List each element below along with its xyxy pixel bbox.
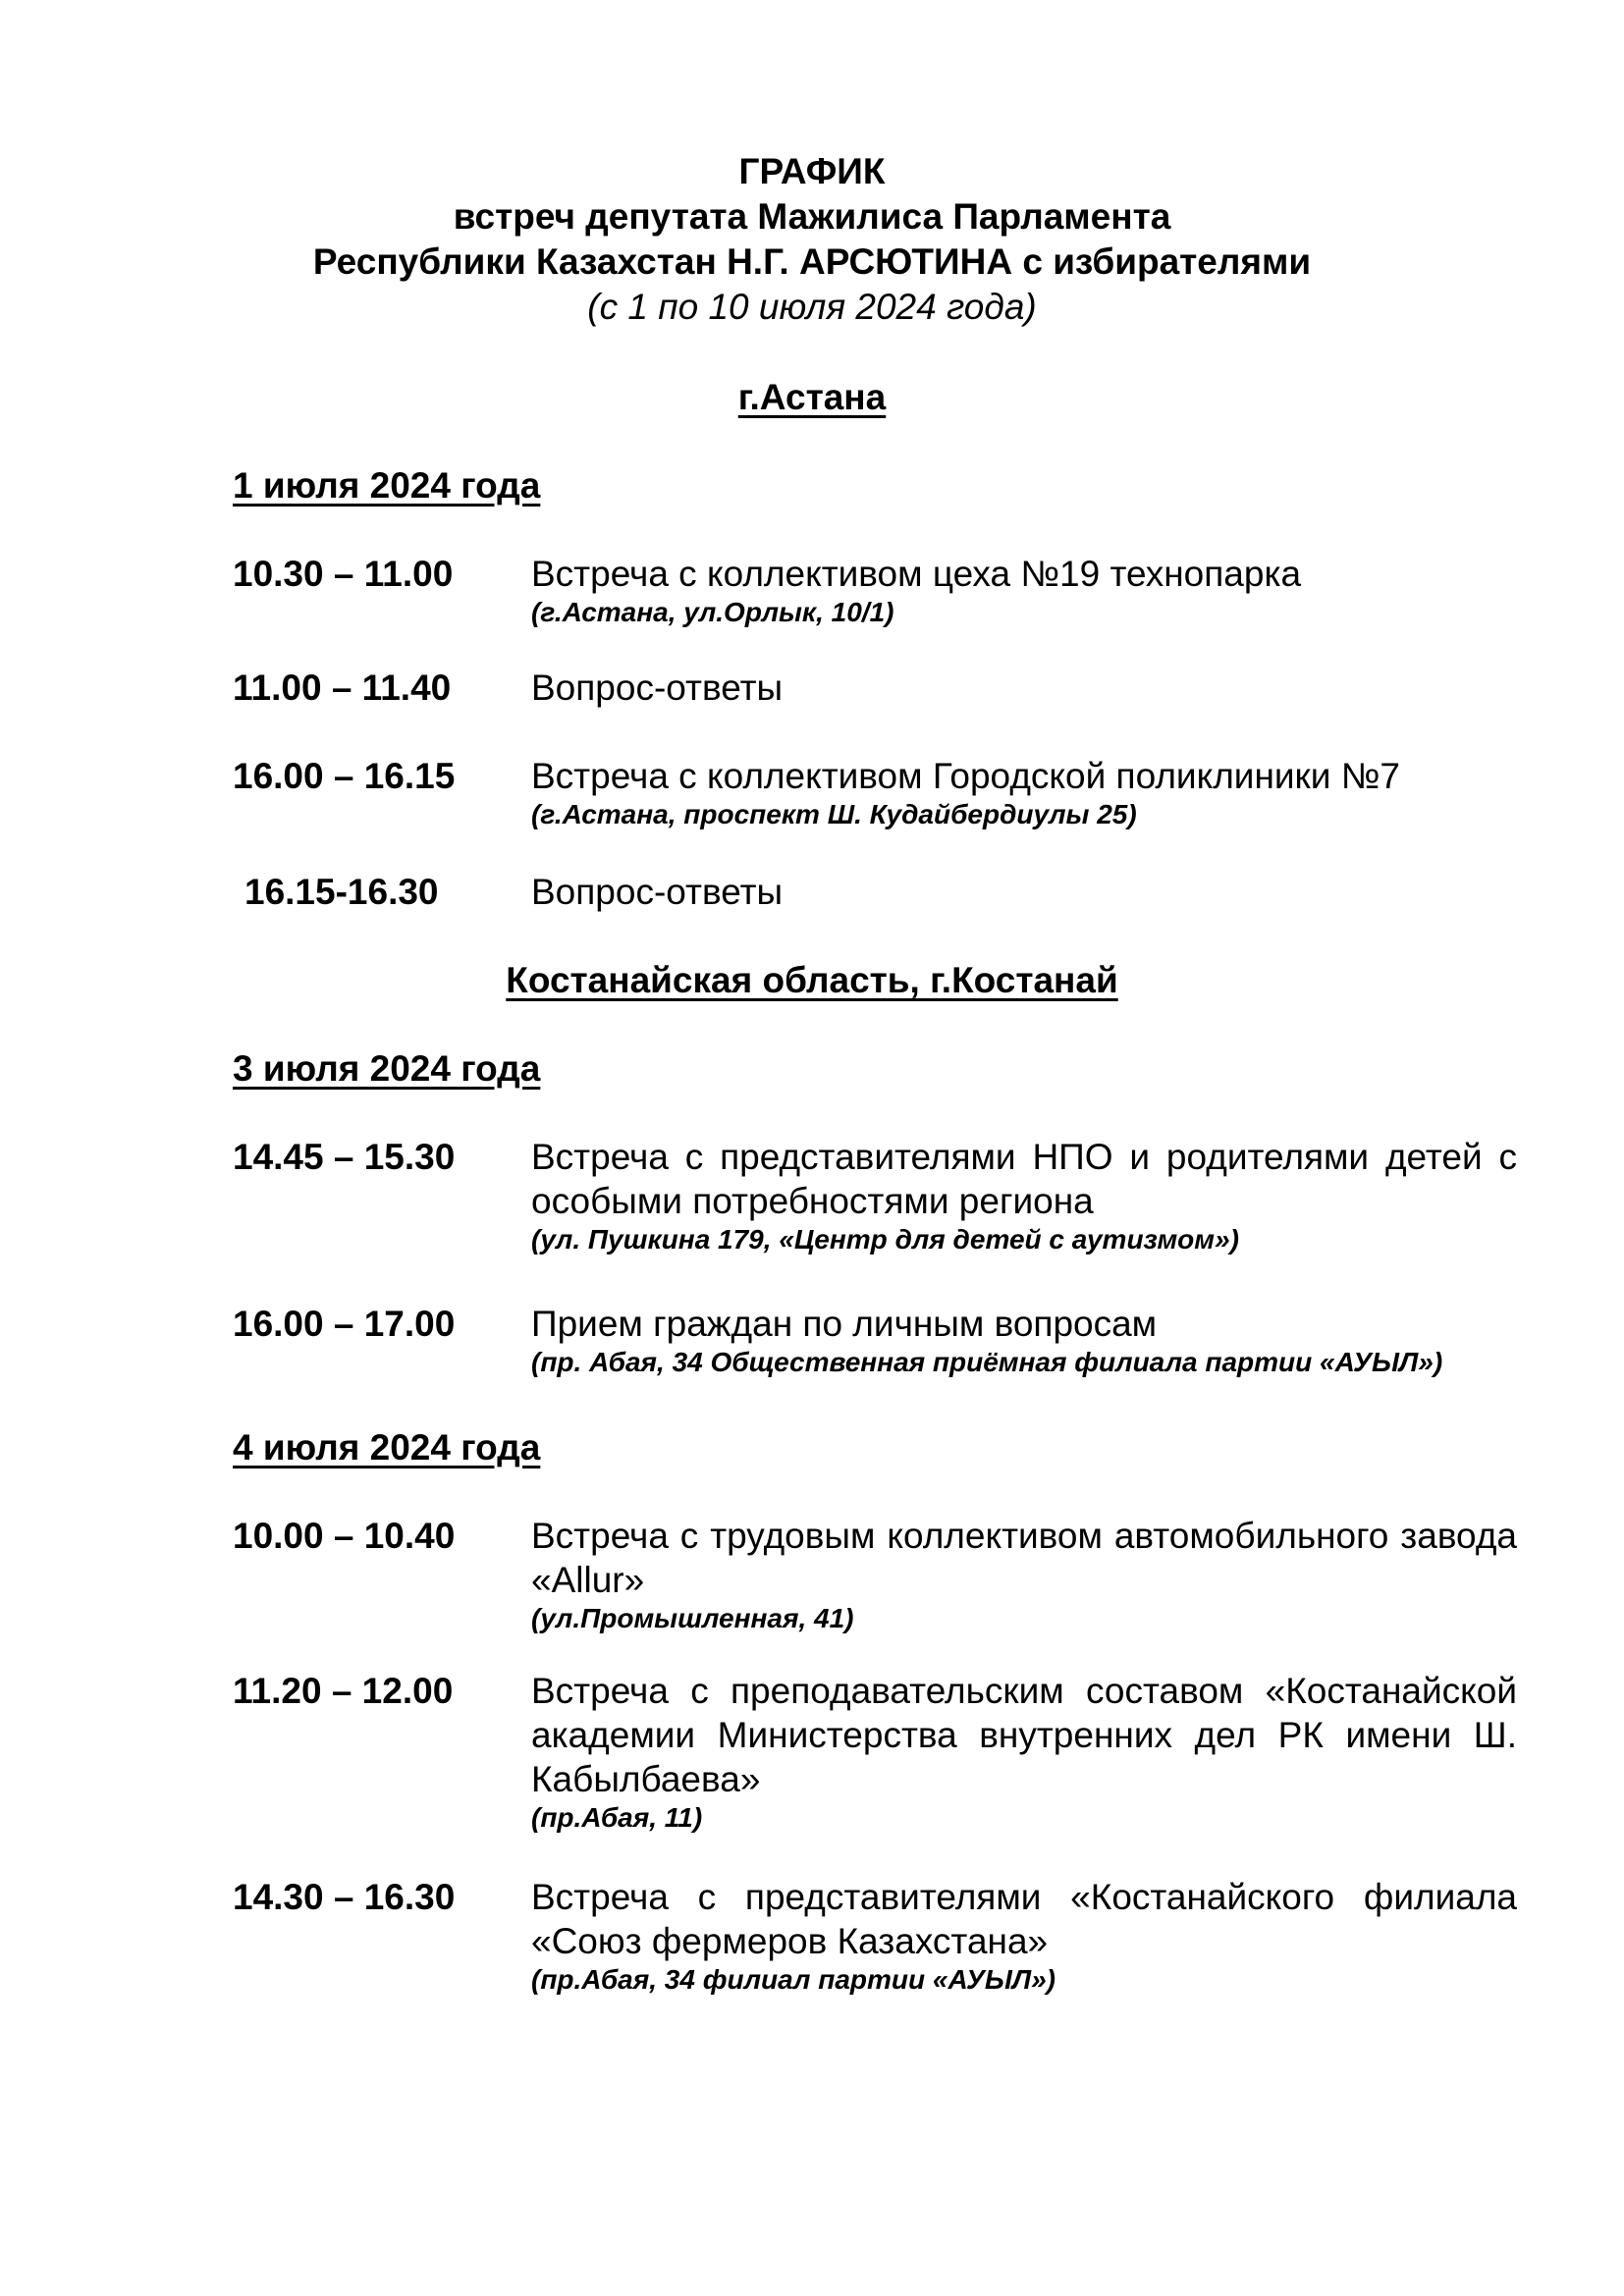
day-date-heading: 3 июля 2024 года xyxy=(233,1048,541,1089)
event-description xyxy=(531,552,1517,629)
event-description xyxy=(531,1135,1517,1256)
event-time: 11.20 – 12.00 xyxy=(233,1671,454,1711)
event-title: Встреча с представителями «Костанайского филиала «Союз фермеров Казахстана» xyxy=(531,1877,1517,1961)
event-description xyxy=(531,666,1517,710)
section-city-heading: Костанайская область, г.Костанай xyxy=(506,960,1118,1000)
event-description xyxy=(531,754,1517,831)
event-time: 14.30 – 16.30 xyxy=(233,1877,456,1917)
event-title: Встреча с коллективом Городской поликлиники №7 xyxy=(531,756,1400,796)
document-title: ГРАФИК xyxy=(738,151,886,191)
event-time: 10.00 – 10.40 xyxy=(233,1516,456,1556)
event-description xyxy=(531,870,1517,914)
section-city-heading: г.Астана xyxy=(737,377,887,417)
event-title: Встреча с коллективом цеха №19 технопарка xyxy=(531,554,1302,594)
event-address: (пр. Абая, 34 Общественная приёмная филиала партии «АУЫЛ») xyxy=(531,1347,1443,1377)
event-title: Встреча с представителями НПО и родителями детей с особыми потребностями региона xyxy=(531,1137,1517,1221)
event-title: Вопрос-ответы xyxy=(531,872,784,912)
day-date-heading: 1 июля 2024 года xyxy=(233,465,541,506)
event-time: 14.45 – 15.30 xyxy=(233,1137,456,1177)
document-subtitle-line-3: Республики Казахстан Н.Г. АРСЮТИНА с избирателями xyxy=(312,241,1312,282)
event-title: Встреча с преподавательским составом «Костанайской академии Министерства внутренних дел РК имени Ш. Кабылбаева» xyxy=(531,1671,1517,1799)
event-address: (пр.Абая, 11) xyxy=(531,1802,703,1833)
event-description xyxy=(531,1514,1517,1635)
document-header xyxy=(0,149,1624,330)
event-description xyxy=(531,1875,1517,1997)
event-description xyxy=(531,1302,1517,1379)
event-address: (ул.Промышленная, 41) xyxy=(531,1603,854,1633)
event-address: (пр.Абая, 34 филиал партии «АУЫЛ») xyxy=(531,1964,1056,1995)
event-title: Встреча с трудовым коллективом автомобильного завода «Allur» xyxy=(531,1516,1517,1600)
event-time: 16.00 – 16.15 xyxy=(233,756,456,796)
event-time: 16.15-16.30 xyxy=(244,872,439,912)
event-time: 16.00 – 17.00 xyxy=(233,1304,456,1344)
event-title: Вопрос-ответы xyxy=(531,667,784,708)
event-description xyxy=(531,1669,1517,1835)
document-subtitle-line-2: встреч депутата Мажилиса Парламента xyxy=(453,196,1171,237)
event-address: (ул. Пушкина 179, «Центр для детей с аутизмом») xyxy=(531,1224,1239,1255)
event-address: (г.Астана, ул.Орлык, 10/1) xyxy=(531,597,894,627)
event-time: 11.00 – 11.40 xyxy=(233,667,452,708)
document-period: (с 1 по 10 июля 2024 года) xyxy=(587,287,1037,327)
event-address: (г.Астана, проспект Ш. Кудайбердиулы 25) xyxy=(531,799,1137,829)
event-time: 10.30 – 11.00 xyxy=(233,554,454,594)
day-date-heading: 4 июля 2024 года xyxy=(233,1427,541,1468)
event-title: Прием граждан по личным вопросам xyxy=(531,1304,1158,1344)
